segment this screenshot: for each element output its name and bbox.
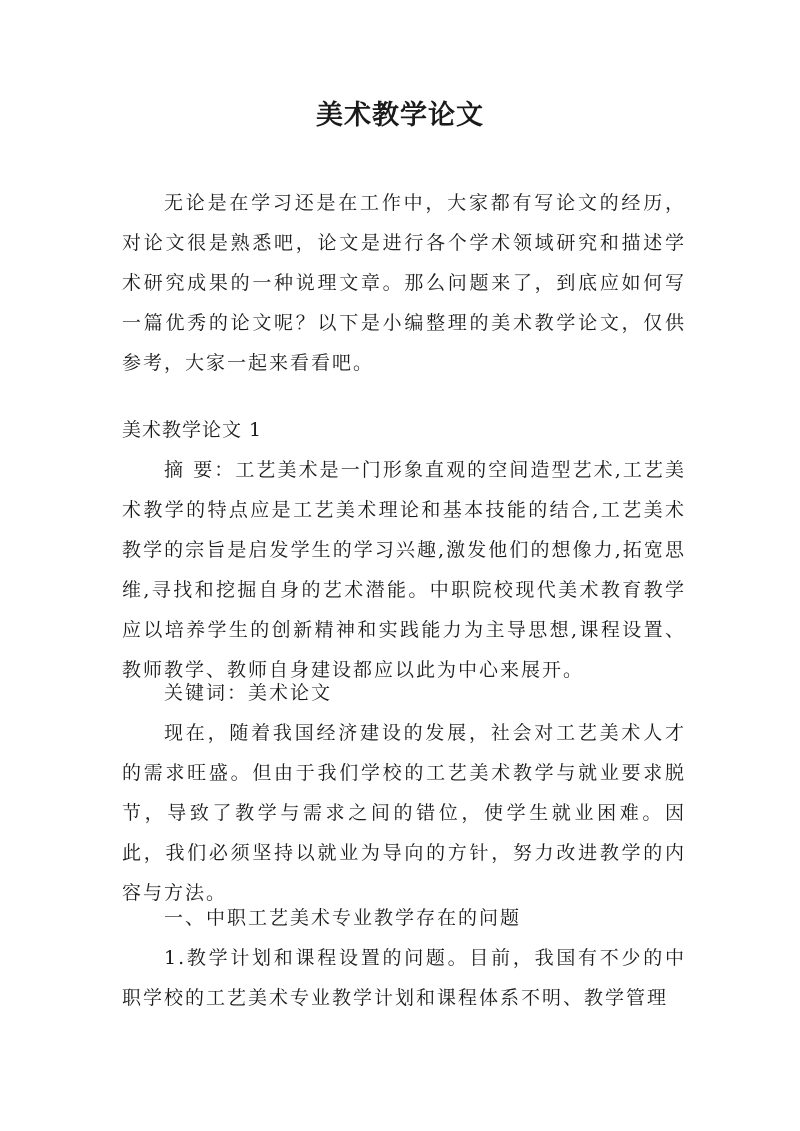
section-heading: 美术教学论文 1 [122, 419, 263, 441]
body-paragraph-1: 现在，随着我国经济建设的发展，社会对工艺美术人才的需求旺盛。但由于我们学校的工艺美术教学与就业要求脱节，导致了教学与需求之间的错位，使学生就业困难。因此，我们必须坚持以就业为导向的方针，努力改进教学的内容与方法。 [122, 722, 686, 904]
document-title: 美术教学论文 [316, 100, 484, 131]
abstract-paragraph: 摘 要：工艺美术是一门形象直观的空间造型艺术,工艺美术教学的特点应是工艺美术理论和基本技能的结合,工艺美术教学的宗旨是启发学生的学习兴趣,激发他们的想像力,拓宽思维,寻找和挖掘自身的艺术潜能。中职院校现代美术教育教学应以培养学生的创新精神和实践能力为主导思想,课程设置、教师教学、教师自身建设都应以此为中心来展开。 [122, 459, 686, 681]
body-paragraph-2: 1.教学计划和课程设置的问题。目前，我国有不少的中职学校的工艺美术专业教学计划和课程体系不明、教学管理 [122, 947, 686, 1009]
intro-paragraph: 无论是在学习还是在工作中，大家都有写论文的经历，对论文很是熟悉吧，论文是进行各个学术领域研究和描述学术研究成果的一种说理文章。那么问题来了，到底应如何写一篇优秀的论文呢？以下是小编整理的美术教学论文，仅供参考，大家一起来看看吧。 [122, 192, 686, 374]
subheading-problems: 一、中职工艺美术专业教学存在的问题 [164, 907, 522, 929]
keywords-line: 关键词：美术论文 [164, 682, 333, 704]
